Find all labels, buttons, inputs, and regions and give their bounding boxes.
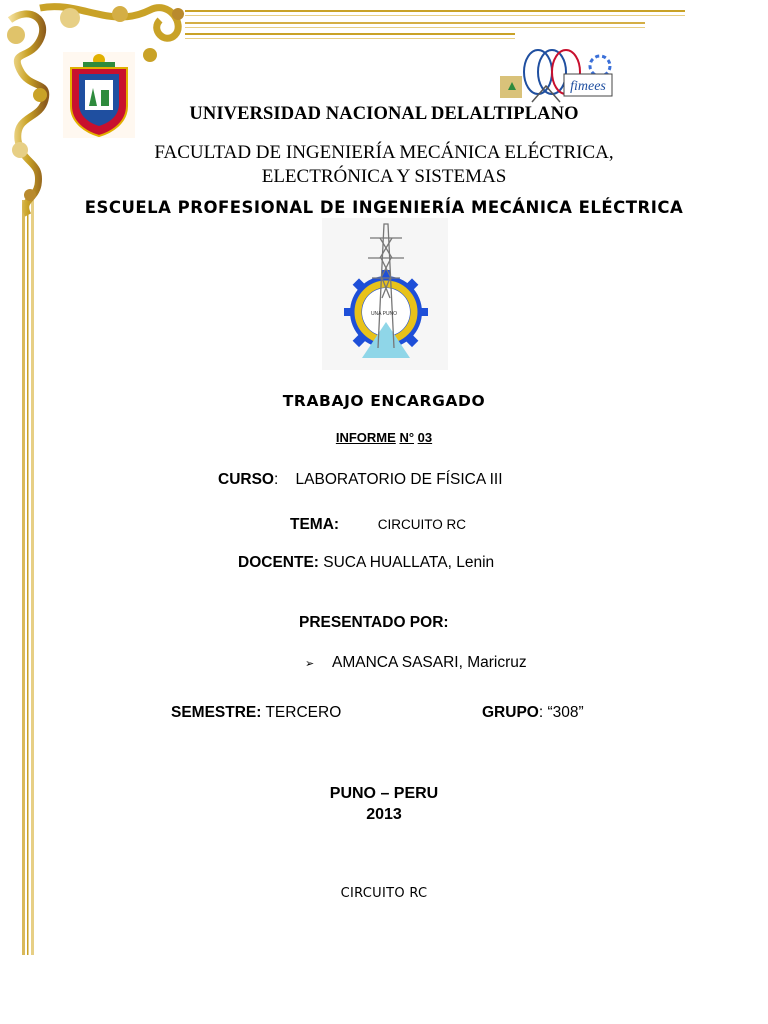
teacher-row bbox=[238, 554, 494, 572]
semester-label: SEMESTRE: bbox=[171, 704, 262, 721]
student-item bbox=[305, 654, 527, 672]
report-number bbox=[0, 430, 768, 445]
work-type: TRABAJO ENCARGADO bbox=[282, 392, 486, 410]
report-n-label: N° bbox=[399, 430, 415, 445]
student-name: AMANCA SASARI, Maricruz bbox=[331, 654, 527, 671]
teacher-label: DOCENTE: bbox=[238, 554, 319, 571]
group-row: GRUPO: “308” bbox=[482, 704, 584, 721]
bullet-arrow-icon: ➢ bbox=[305, 658, 315, 670]
presented-by-row bbox=[299, 614, 449, 632]
university-shield-logo bbox=[63, 52, 135, 138]
group-label: GRUPO bbox=[482, 704, 539, 721]
footer-title: CIRCUITO RC bbox=[340, 886, 428, 901]
fimees-logo bbox=[498, 46, 618, 110]
report-number-value: 03 bbox=[417, 430, 433, 445]
fimees-logo-text: fimees bbox=[570, 79, 606, 94]
department-logo bbox=[322, 218, 448, 370]
presented-by-label: PRESENTADO POR: bbox=[299, 614, 449, 631]
topic-value: CIRCUITO RC bbox=[377, 517, 466, 532]
report-label: INFORME bbox=[335, 430, 396, 445]
topic-label: TEMA: bbox=[290, 516, 340, 533]
university-name: UNIVERSIDAD NACIONAL DELALTIPLANO bbox=[189, 104, 579, 124]
course-label: CURSO bbox=[218, 471, 274, 488]
teacher-value: SUCA HUALLATA, Lenin bbox=[323, 554, 495, 571]
course-row: CURSO: LABORATORIO DE FÍSICA III bbox=[218, 471, 503, 488]
semester-row bbox=[171, 704, 341, 722]
department-logo-text: UNA PUNO bbox=[370, 311, 398, 317]
city-country: PUNO – PERU bbox=[329, 785, 439, 802]
faculty-name-line1: FACULTAD DE INGENIERÍA MECÁNICA ELÉCTRICA, bbox=[154, 142, 614, 163]
year: 2013 bbox=[366, 806, 402, 823]
faculty-name-line2: ELECTRÓNICA Y SISTEMAS bbox=[261, 166, 507, 187]
group-value: “308” bbox=[547, 704, 584, 721]
school-name: ESCUELA PROFESIONAL DE INGENIERÍA MECÁNICA ELÉCTRICA bbox=[84, 198, 684, 217]
topic-row bbox=[290, 516, 466, 534]
semester-value: TERCERO bbox=[265, 704, 342, 721]
course-value: LABORATORIO DE FÍSICA III bbox=[295, 471, 503, 488]
